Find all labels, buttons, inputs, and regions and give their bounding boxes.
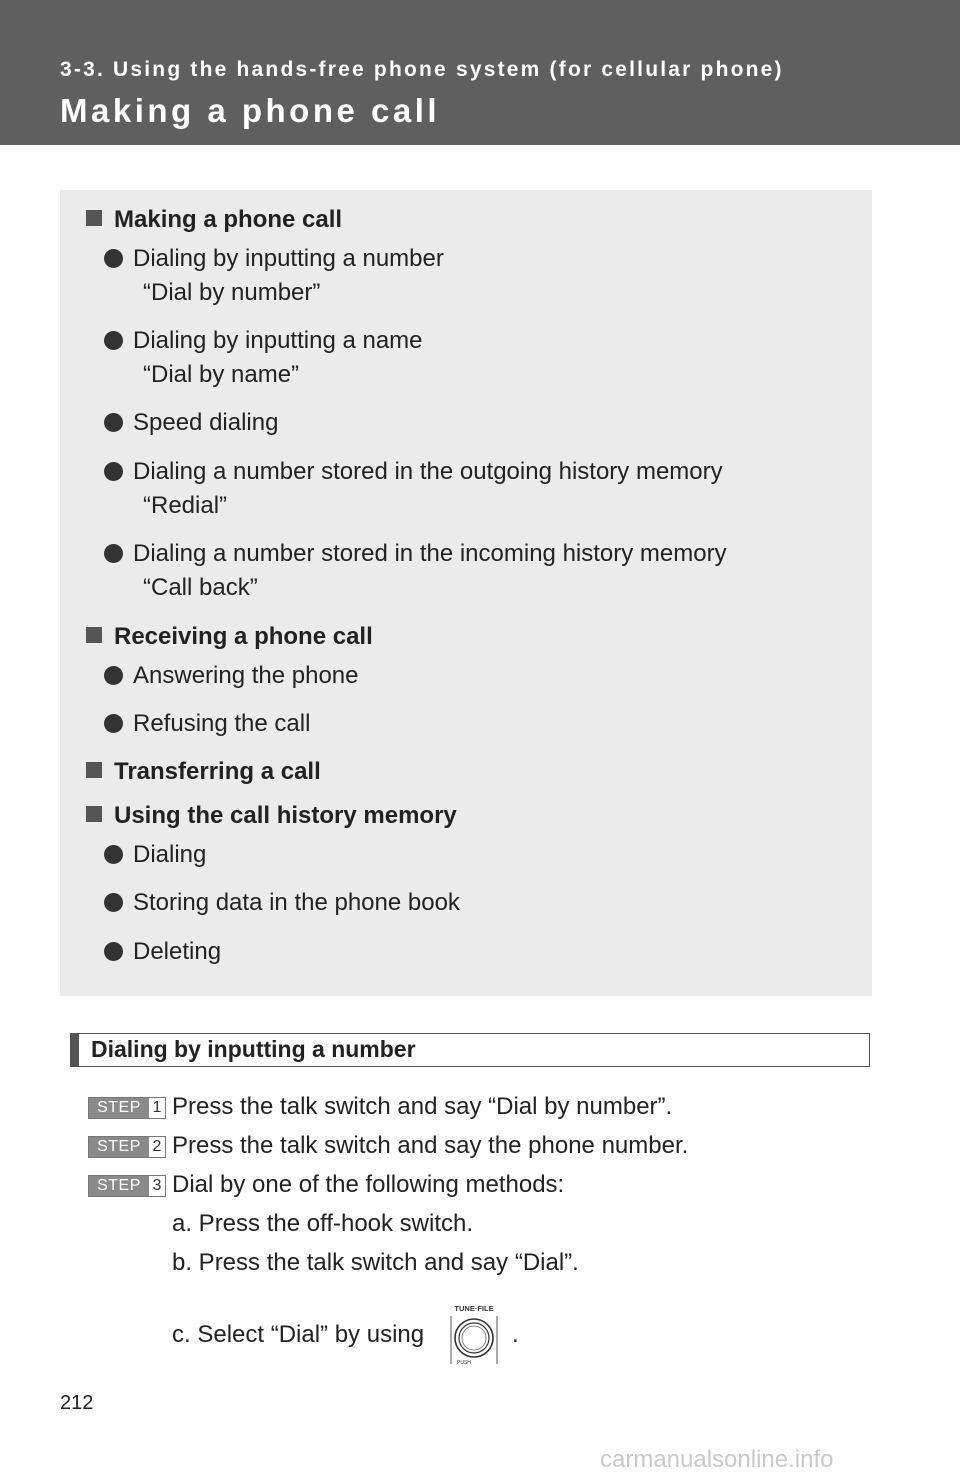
method-c-period: . (512, 1321, 519, 1348)
step-word: STEP (89, 1137, 149, 1157)
section-heading: Dialing by inputting a number (91, 1036, 416, 1062)
overview-item: Speed dialing (104, 409, 278, 437)
overview-heading-transferring: Transferring a call (86, 758, 321, 786)
overview-item: Dialing a number stored in the incoming history memory (104, 540, 727, 568)
method-a: a. Press the off-hook switch. (172, 1210, 474, 1237)
step-badge (88, 1136, 166, 1158)
overview-item-command: “Dial by number” (143, 279, 321, 306)
overview-heading-history: Using the call history memory (86, 802, 457, 830)
square-bullet-icon (86, 210, 102, 226)
method-b: b. Press the talk switch and say “Dial”. (172, 1249, 579, 1276)
tune-file-knob-graphic (448, 1302, 500, 1366)
square-bullet-icon (86, 806, 102, 822)
round-bullet-icon (104, 893, 123, 912)
step-text: Dial by one of the following methods: (172, 1171, 565, 1198)
round-bullet-icon (104, 331, 123, 350)
square-bullet-icon (86, 627, 102, 643)
overview-heading-making: Making a phone call (86, 206, 342, 234)
overview-box (60, 190, 872, 996)
round-bullet-icon (104, 666, 123, 685)
step-word: STEP (89, 1176, 149, 1196)
section-heading-bar (70, 1033, 870, 1067)
round-bullet-icon (104, 845, 123, 864)
overview-item: Storing data in the phone book (104, 889, 460, 917)
overview-item-command: “Redial” (143, 492, 228, 519)
round-bullet-icon (104, 714, 123, 733)
overview-item: Refusing the call (104, 710, 310, 738)
method-c: c. Select “Dial” by using (172, 1321, 425, 1348)
step-text: Press the talk switch and say “Dial by number”. (172, 1093, 673, 1120)
step-text: Press the talk switch and say the phone number. (172, 1132, 689, 1159)
page-header (0, 0, 960, 145)
round-bullet-icon (104, 942, 123, 961)
overview-item-command: “Call back” (143, 574, 258, 601)
square-bullet-icon (86, 762, 102, 778)
tune-file-knob-icon (448, 1302, 500, 1366)
overview-item: Dialing by inputting a number (104, 245, 444, 273)
page-title: Making a phone call (60, 92, 441, 129)
overview-item: Answering the phone (104, 662, 359, 690)
round-bullet-icon (104, 462, 123, 481)
step-number: 3 (152, 1177, 162, 1194)
overview-item: Dialing (104, 841, 206, 869)
round-bullet-icon (104, 249, 123, 268)
step-number: 2 (152, 1138, 162, 1155)
overview-item: Dialing a number stored in the outgoing history memory (104, 458, 723, 486)
round-bullet-icon (104, 413, 123, 432)
step-badge (88, 1175, 166, 1197)
watermark: carmanualsonline.info (600, 1446, 834, 1473)
round-bullet-icon (104, 544, 123, 563)
knob-label-top: TUNE·FILE (454, 1304, 494, 1313)
overview-item-command: “Dial by name” (143, 361, 300, 388)
section-label: 3-3. Using the hands-free phone system (for cellular phone) (60, 58, 784, 81)
overview-item: Deleting (104, 938, 221, 966)
page-number: 212 (60, 1392, 94, 1414)
overview-item: Dialing by inputting a name (104, 327, 423, 355)
step-word: STEP (89, 1098, 149, 1118)
step-badge (88, 1097, 166, 1119)
step-number: 1 (152, 1099, 162, 1116)
knob-label-bottom: PUSH (457, 1360, 471, 1366)
overview-heading-receiving: Receiving a phone call (86, 623, 373, 651)
